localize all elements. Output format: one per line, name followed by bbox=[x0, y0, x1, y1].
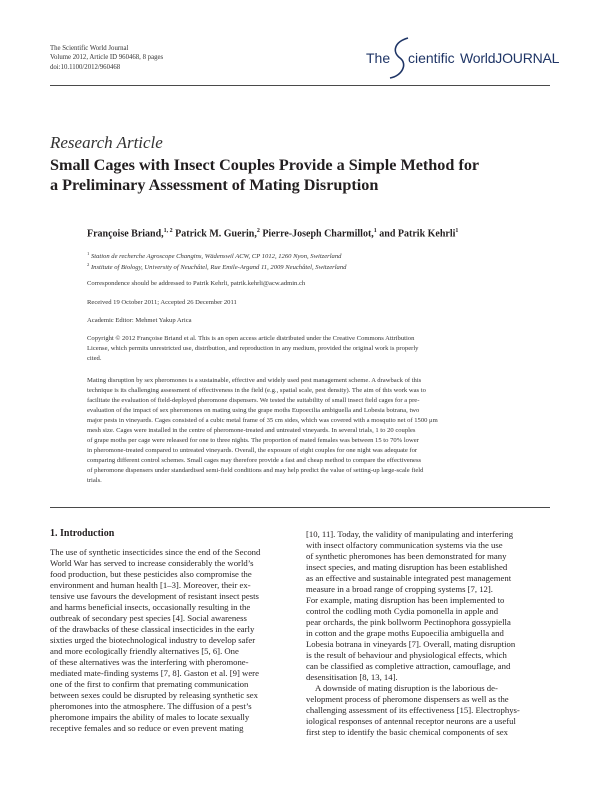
affiliation bbox=[87, 251, 341, 260]
correspondence: Correspondence should be addressed to Patrik Kehrli, patrik.kehrli@acw.admin.ch bbox=[87, 280, 306, 287]
body-line: food production, but these pesticides also compromise the bbox=[50, 569, 252, 579]
article-type: Research Article bbox=[50, 133, 163, 152]
body-line: mediated mate-finding systems [7, 8]. Gaston et al. [9] were bbox=[50, 668, 259, 678]
body-line: in cotton and the grape moths Eupoecilia ambiguella and bbox=[306, 628, 504, 638]
body-line: velopment process of pheromone dispensers as well as the bbox=[306, 694, 509, 704]
author-name: Patrick M. Guerin, bbox=[172, 228, 257, 240]
intro-column-right bbox=[306, 529, 550, 738]
journal-volume: Volume 2012, Article ID 960468, 8 pages bbox=[50, 54, 164, 62]
body-line: iological responses of antennal receptor neurons are a useful bbox=[306, 716, 516, 726]
received-dates: Received 19 October 2011; Accepted 26 December 2011 bbox=[87, 299, 237, 306]
author-name: and Patrik Kehrli bbox=[376, 228, 456, 240]
body-line: [10, 11]. Today, the validity of manipulating and interfering bbox=[306, 529, 514, 539]
abstract-line: of grape moths per cage were released for one to three nights. The proportion of mated females was between 15 to 70% lower bbox=[87, 437, 419, 444]
section-heading: 1. Introduction bbox=[50, 528, 115, 539]
body-line: control the codling moth Cydia pomonella in apple and bbox=[306, 606, 499, 616]
author-name: Pierre-Joseph Charmillot, bbox=[259, 228, 374, 240]
affiliation-text: Institute of Biology, University of Neuchâtel, Rue Emile-Argand 11, 2009 Neuchâtel, Switzerland bbox=[89, 264, 347, 272]
body-line: of these alternatives was the interfering with pheromone- bbox=[50, 657, 249, 667]
journal-doi: doi:10.1100/2012/960468 bbox=[50, 63, 121, 71]
copyright-line: cited. bbox=[87, 355, 102, 362]
intro-column-left bbox=[50, 547, 294, 734]
abstract-line: major pests in vineyards. Cages consisted of a cubic metal frame of 35 cm sides, which was covered with a mosquito net of 1500 μm bbox=[87, 417, 438, 424]
affiliation-number: 1 bbox=[87, 251, 90, 256]
logo-world-journal: WorldJOURNAL bbox=[460, 50, 560, 66]
body-line: of synthetic pheromones has been demonstrated for many bbox=[306, 551, 507, 561]
body-line: outbreak of secondary pest species [4]. Social awareness bbox=[50, 613, 247, 623]
title-line: a Preliminary Assessment of Mating Disruption bbox=[50, 176, 379, 194]
body-line: receptive females and so reduce or even prevent mating bbox=[50, 723, 244, 733]
body-line: desensitisation [8, 13, 14]. bbox=[306, 672, 398, 682]
abstract-line: comparing different control schemes. Small cages may therefore provide a fast and cheap method to compare the effectiveness bbox=[87, 457, 422, 464]
body-line: challenging assessment of its effectiveness [15]. Electrophys- bbox=[306, 705, 520, 715]
logo-scientific: cientific bbox=[408, 50, 455, 66]
author-affil-ref: 2 bbox=[256, 228, 260, 234]
body-line: first step to identify the basic chemical components of sex bbox=[306, 727, 508, 737]
abstract-line: of pheromone dispensers under standardised semi-field conditions and may help predict the value of setting-up large-scale field bbox=[87, 467, 424, 474]
author-affil-ref: 1 bbox=[455, 228, 459, 234]
affiliation-text: Station de recherche Agroscope Changins, Wädenswil ACW, CP 1012, 1260 Nyon, Switzerland bbox=[89, 253, 342, 261]
abstract-line: evaluation of the impact of sex pheromones on mating using the grape moths Eupoecilia ambiguella and Lobesia botrana, two bbox=[87, 407, 420, 414]
body-line: of the drawbacks of these classical insecticides in the early bbox=[50, 624, 255, 634]
body-line: and more ecologically friendly alternatives [5, 6]. One bbox=[50, 646, 239, 656]
body-line: is the result of behaviour and physiological effects, which bbox=[306, 650, 507, 660]
abstract-line: Mating disruption by sex pheromones is a sustainable, effective and widely used pest management scheme. A drawback of this bbox=[87, 377, 422, 384]
body-line: measure in a broad range of cropping systems [7, 12]. bbox=[306, 584, 493, 594]
body-line: insect species, and mating disruption has been established bbox=[306, 562, 508, 572]
abstract-line: facilitate the evaluation of field-deployed pheromone dispensers. We tested the suitability of small insect field cages for a pre- bbox=[87, 397, 420, 404]
body-line: one of the first to confirm that premating communication bbox=[50, 679, 249, 689]
article-title bbox=[50, 155, 550, 195]
copyright-line: Copyright © 2012 Françoise Briand et al. This is an open access article distributed under the Creative Commons Attribution bbox=[87, 335, 415, 342]
author-name: Françoise Briand, bbox=[87, 228, 164, 240]
body-line: with insect olfactory communication systems via the use bbox=[306, 540, 503, 550]
journal-name: The Scientific World Journal bbox=[50, 45, 129, 52]
affiliation-number: 2 bbox=[87, 262, 90, 267]
body-line: World War has served to increase considerably the world’s bbox=[50, 558, 254, 568]
body-line: A downside of mating disruption is the laborious de- bbox=[315, 683, 498, 693]
abstract-line: technique is its challenging assessment of effectiveness in the field (e.g., spatial scale, pest density). The aim of this work was to bbox=[87, 387, 426, 394]
body-line: pheromone impairs the ability of males to locate sexually bbox=[50, 712, 250, 722]
body-line: For example, mating disruption has been implemented to bbox=[306, 595, 505, 605]
author-affil-ref: 1 bbox=[373, 228, 377, 234]
affiliation bbox=[87, 262, 346, 271]
abstract-line: mesh size. Cages were installed in the centre of pheromone-treated and untreated vineyards. In several trials, 1 to 20 couples bbox=[87, 427, 416, 434]
copyright-notice bbox=[87, 334, 550, 364]
abstract bbox=[87, 376, 550, 486]
body-line: Lobesia botrana in vineyards [7]. Overall, mating disruption bbox=[306, 639, 516, 649]
abstract-line: trials. bbox=[87, 477, 102, 484]
body-line: between sexes could be disrupted by releasing synthetic sex bbox=[50, 690, 258, 700]
title-line: Small Cages with Insect Couples Provide a Simple Method for bbox=[50, 156, 480, 174]
body-line: pear orchards, the pink bollworm Pectinophora gossypiella bbox=[306, 617, 511, 627]
author-affil-ref: 1, 2 bbox=[163, 228, 173, 234]
body-line: pheromones into the atmosphere. The diffusion of a pest’s bbox=[50, 701, 252, 711]
body-line: can be classified as completive attraction, camouflage, and bbox=[306, 661, 511, 671]
logo-the: The bbox=[366, 50, 391, 66]
journal-logo bbox=[364, 36, 560, 76]
abstract-rule bbox=[50, 507, 550, 508]
header-rule bbox=[50, 85, 550, 86]
copyright-line: License, which permits unrestricted use, distribution, and reproduction in any medium, provided the original work is properly bbox=[87, 345, 419, 352]
body-line: environment and human health [1–3]. Moreover, their ex- bbox=[50, 580, 251, 590]
author-list bbox=[87, 228, 458, 239]
body-line: sixties urged the biotechnological industry to develop safer bbox=[50, 635, 256, 645]
journal-meta bbox=[50, 44, 163, 72]
abstract-line: in pheromone-treated compared to untreated vineyards. Overall, the exposure of eight couples for one night was adequate for bbox=[87, 447, 418, 454]
body-line: tensive use favours the development of resistant insect pests bbox=[50, 591, 259, 601]
body-line: The use of synthetic insecticides since the end of the Second bbox=[50, 547, 261, 557]
academic-editor: Academic Editor: Mehmet Yakup Arica bbox=[87, 317, 192, 324]
body-line: as an effective and sustainable integrated pest management bbox=[306, 573, 512, 583]
body-line: and harms beneficial insects, occasionally resulting in the bbox=[50, 602, 251, 612]
